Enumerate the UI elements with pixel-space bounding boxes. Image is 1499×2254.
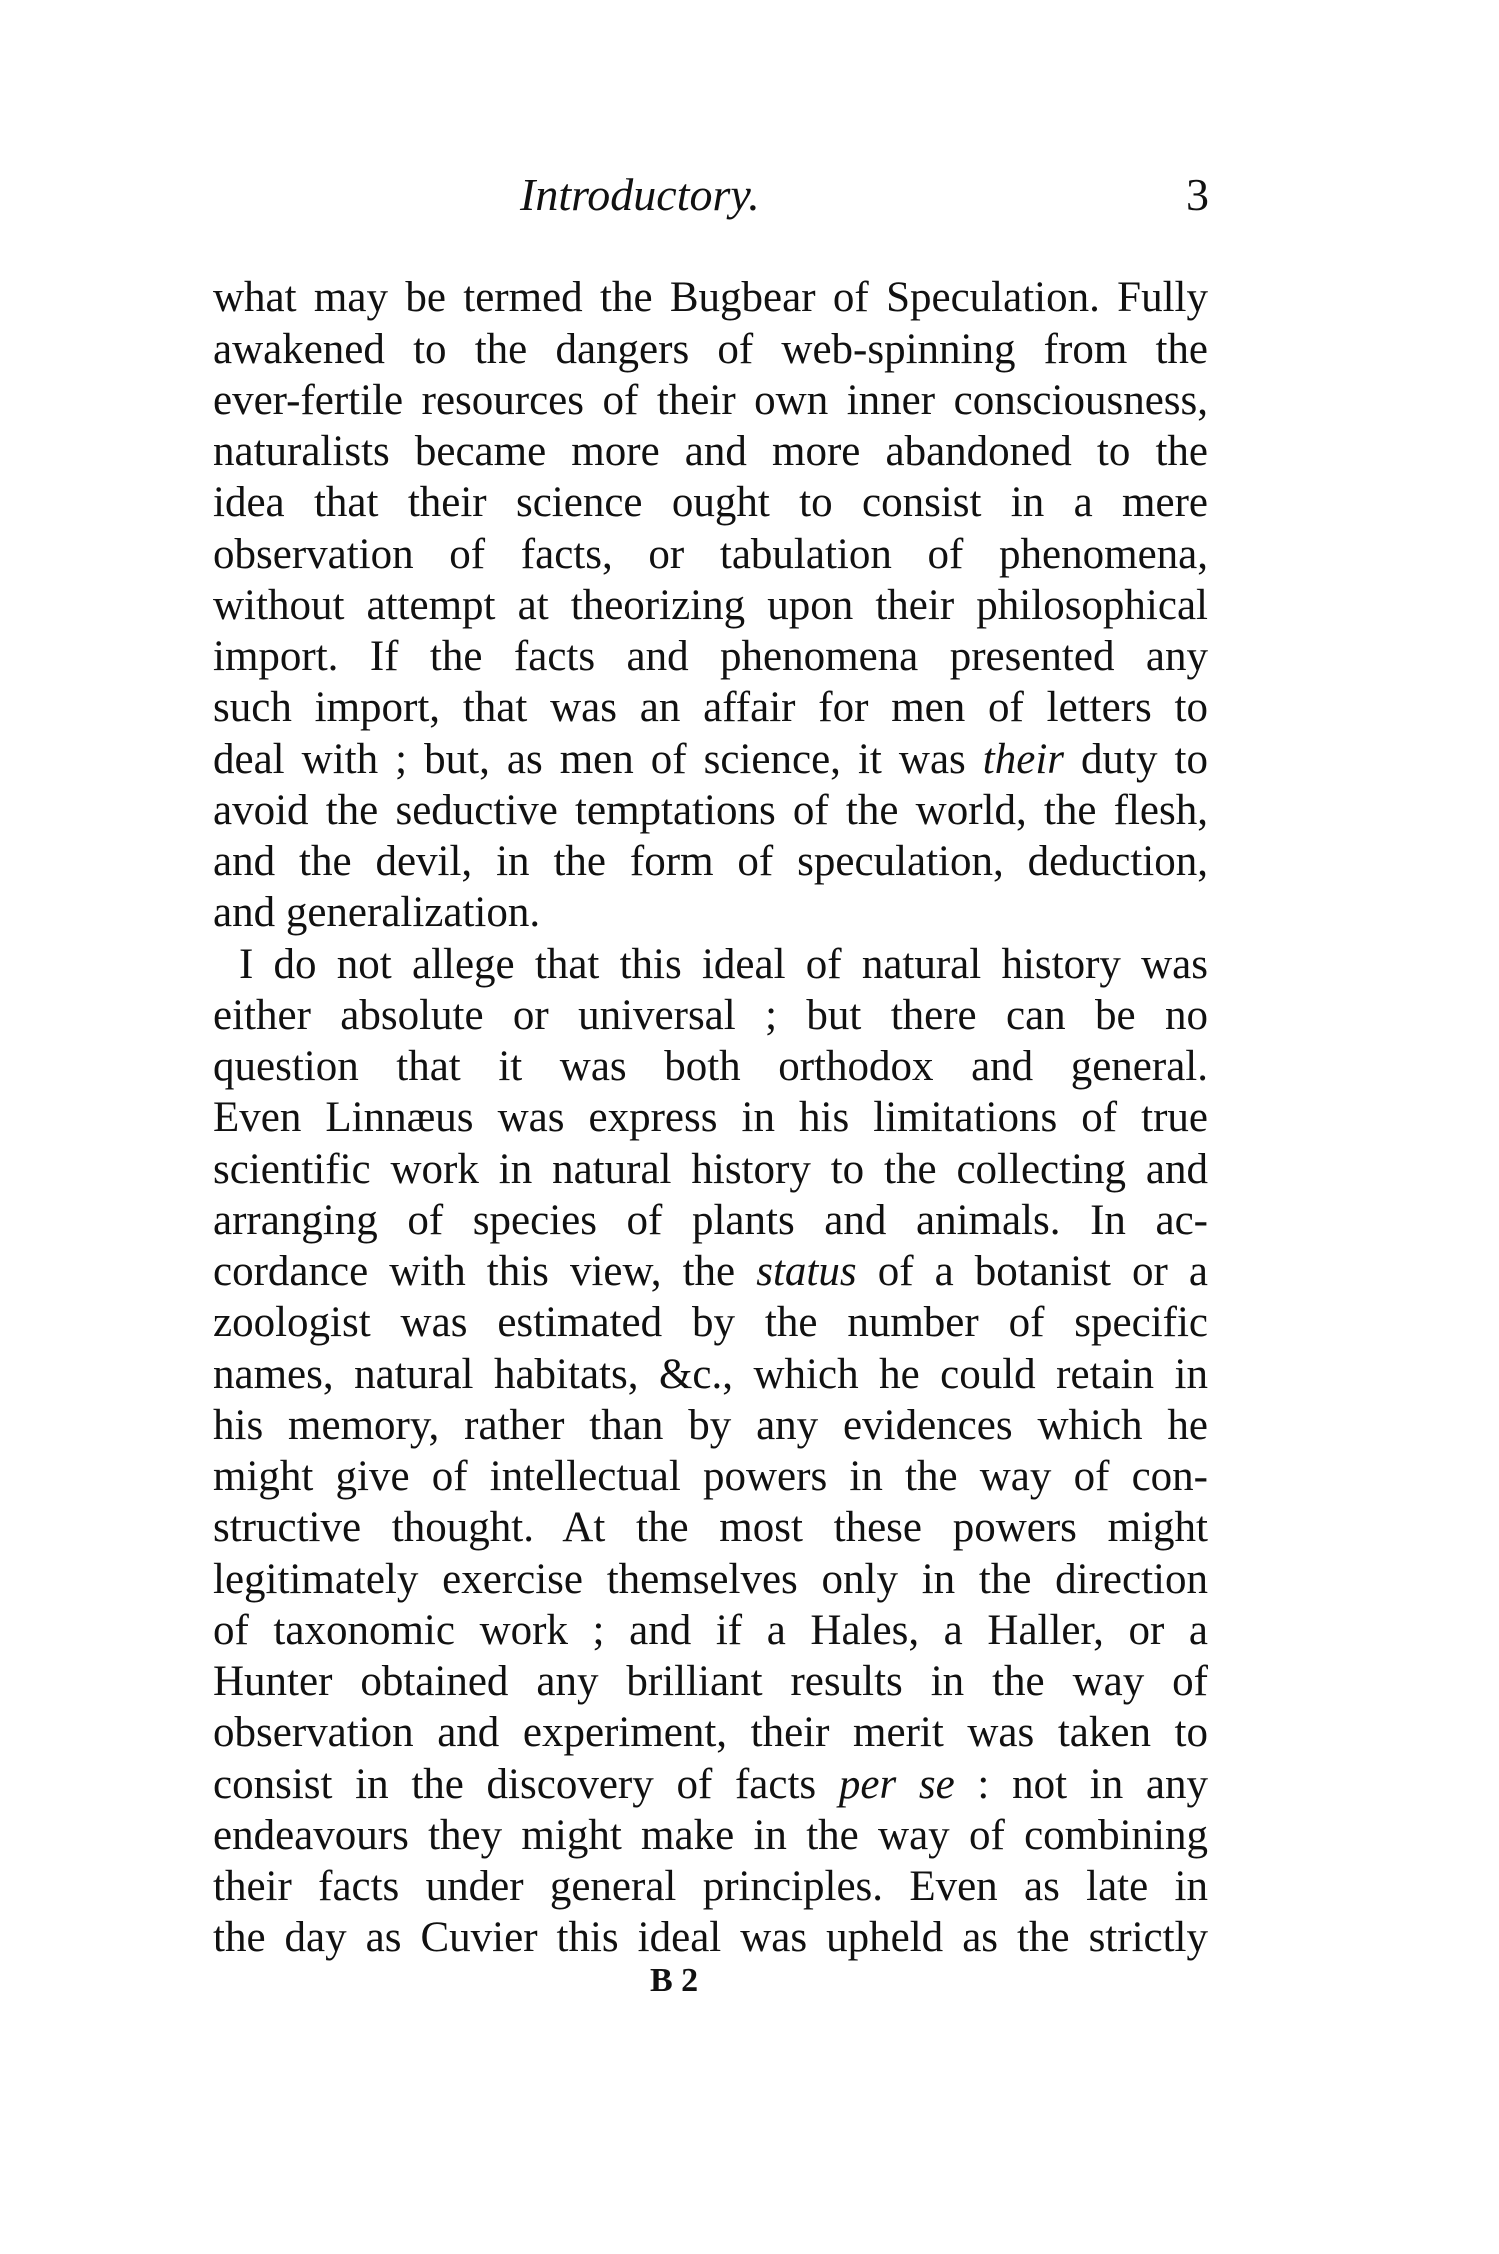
text-line — [213, 1549, 1208, 1603]
line-text: without attempt at theorizing upon their philosophical — [213, 581, 1208, 629]
line-text: his memory, rather than by any evidences which he — [213, 1401, 1208, 1449]
text-line — [213, 1190, 1208, 1244]
line-text: of taxonomic work ; and if a Hales, a Haller, or a — [213, 1606, 1208, 1654]
line-text: either absolute or universal ; but there can be no — [213, 991, 1208, 1039]
line-text: deal with ; but, as men of science, it was — [213, 735, 983, 783]
text-line — [213, 780, 1208, 834]
line-text: observation and experiment, their merit was taken to — [213, 1709, 1208, 1757]
text-line — [213, 626, 1208, 681]
text-line — [213, 985, 1208, 1039]
text-line — [213, 1241, 1208, 1296]
text-line — [213, 370, 1208, 424]
line-text: : not in any — [954, 1760, 1208, 1808]
line-text: and generalization. — [213, 889, 541, 937]
line-text: duty to — [1064, 735, 1208, 783]
line-text: cordance with this view, the — [213, 1248, 757, 1296]
text-line — [213, 1754, 1208, 1808]
text-line — [213, 1702, 1208, 1757]
text-line — [213, 1856, 1208, 1911]
line-text: legitimately exercise themselves only in the direction — [213, 1555, 1208, 1603]
text-line — [213, 677, 1208, 732]
text-line — [213, 729, 1208, 783]
line-text: naturalists became more and more abandoned to the — [213, 428, 1208, 476]
line-text: idea that their science ought to consist in a mere — [213, 479, 1208, 527]
page-number: 3 — [1186, 169, 1209, 220]
text-line — [213, 319, 1208, 373]
text-line — [213, 1087, 1208, 1142]
text-line — [213, 831, 1208, 886]
line-text: Even Linnæus was express in his limitations of true — [213, 1094, 1208, 1142]
line-text: Hunter obtained any brilliant results in the way of — [213, 1658, 1208, 1706]
text-line — [213, 1395, 1208, 1449]
line-text: I do not allege that this ideal of natural history was — [239, 940, 1208, 988]
text-line — [213, 1036, 1208, 1091]
text-line — [213, 1907, 1208, 1962]
line-text: endeavours they might make in the way of combining — [213, 1811, 1208, 1859]
line-text: ever-fertile resources of their own inner consciousness, — [213, 376, 1208, 424]
text-line — [213, 1805, 1208, 1859]
body-text — [213, 267, 1208, 1962]
text-line — [213, 1497, 1208, 1552]
text-line — [213, 1446, 1208, 1501]
text-line — [213, 524, 1208, 578]
line-text: of a botanist or a — [856, 1248, 1208, 1296]
line-text: such import, that was an affair for men of letters to — [213, 684, 1208, 732]
line-text: scientific work in natural history to the collecting and — [213, 1145, 1208, 1193]
line-text: consist in the discovery of facts — [213, 1760, 839, 1808]
line-text: observation of facts, or tabulation of phenomena, — [213, 530, 1208, 578]
line-text: import. If the facts and phenomena presented any — [213, 633, 1208, 681]
line-text: avoid the seductive temptations of the world, the flesh, — [213, 786, 1208, 834]
text-line — [213, 882, 1208, 937]
italic-text: their — [982, 735, 1065, 783]
text-line — [213, 472, 1208, 527]
line-text: question that it was both orthodox and general. — [213, 1043, 1208, 1091]
line-text: arranging of species of plants and animals. In ac- — [213, 1196, 1208, 1244]
line-text: awakened to the dangers of web-spinning from the — [213, 325, 1208, 373]
line-text: structive thought. At the most these powers might — [213, 1504, 1208, 1552]
signature-mark: B 2 — [650, 1962, 699, 1999]
line-text: and the devil, in the form of speculation, deduction, — [213, 838, 1208, 886]
text-line — [213, 267, 1208, 322]
text-line — [213, 1600, 1208, 1654]
text-line — [213, 421, 1208, 476]
italic-text: per se — [838, 1760, 955, 1808]
text-line — [213, 934, 1208, 988]
line-text: might give of intellectual powers in the way of con- — [213, 1453, 1208, 1501]
line-text: the day as Cuvier this ideal was upheld as the strictly — [213, 1914, 1208, 1962]
line-text: zoologist was estimated by the number of specific — [213, 1299, 1208, 1347]
line-text: what may be termed the Bugbear of Speculation. Fully — [213, 274, 1208, 322]
text-line — [213, 1651, 1208, 1706]
text-line — [213, 1292, 1208, 1347]
line-text: names, natural habitats, &c., which he could retain in — [213, 1350, 1208, 1398]
text-line — [213, 1139, 1208, 1193]
running-header-title: Introductory. — [520, 169, 760, 220]
text-line — [213, 1344, 1208, 1398]
text-line — [213, 575, 1208, 629]
italic-text: status — [756, 1248, 857, 1296]
line-text: their facts under general principles. Even as late in — [213, 1863, 1208, 1911]
